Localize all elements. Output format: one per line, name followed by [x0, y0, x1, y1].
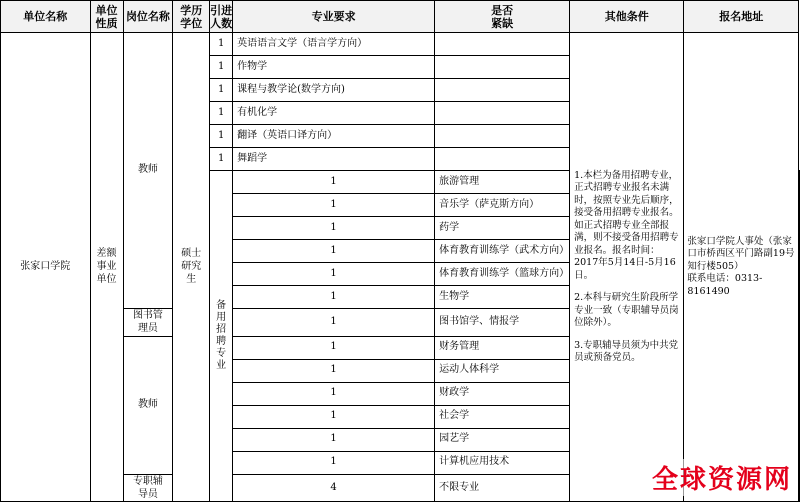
shortage-cell: [799, 309, 800, 337]
header-shortage: 是否紧缺: [435, 1, 570, 33]
condition-item-3: 3.专职辅导员须为中共党员或预备党员。: [574, 339, 679, 363]
major-cell: 图书馆学、情报学: [435, 309, 570, 337]
major-cell: 有机化学: [233, 102, 435, 125]
major-cell: 舞蹈学: [233, 148, 435, 171]
count-cell: 1: [233, 171, 435, 194]
shortage-cell: [799, 240, 800, 263]
major-cell: 体育教育训练学（篮球方向）: [435, 263, 570, 286]
shortage-cell: [799, 451, 800, 474]
count-cell: 1: [233, 286, 435, 309]
count-cell: 1: [210, 148, 233, 171]
shortage-cell: [799, 474, 800, 502]
major-cell: 运动人体科学: [435, 359, 570, 382]
shortage-cell: [435, 56, 570, 79]
shortage-cell: [799, 217, 800, 240]
count-cell: 1: [210, 33, 233, 56]
major-cell: 作物学: [233, 56, 435, 79]
shortage-cell: [799, 359, 800, 382]
header-count: 引进人数: [210, 1, 233, 33]
shortage-cell: [799, 194, 800, 217]
position-counselor: 专职辅导员: [123, 474, 173, 502]
shortage-cell: [799, 336, 800, 359]
table-row: [1, 33, 800, 56]
count-cell: 1: [210, 56, 233, 79]
header-education: 学历学位: [173, 1, 210, 33]
unit-type-cell: 差额事业单位: [90, 33, 123, 502]
major-cell: 音乐学（萨克斯方向）: [435, 194, 570, 217]
unit-name-cell: 张家口学院: [1, 33, 91, 502]
header-other: 其他条件: [570, 1, 684, 33]
position-teacher-2: 教师: [123, 336, 173, 474]
count-cell: 1: [210, 102, 233, 125]
count-cell: 1: [210, 125, 233, 148]
shortage-cell: [799, 171, 800, 194]
major-cell: 药学: [435, 217, 570, 240]
address-cell: [684, 33, 799, 502]
address-text: 张家口学院人事处（张家口市桥西区平门路副19号知行楼505）: [687, 235, 795, 272]
backup-majors-cell: 备用招聘专业: [210, 171, 233, 502]
major-cell: 计算机应用技术: [435, 451, 570, 474]
count-cell: 1: [233, 217, 435, 240]
header-address: 报名地址: [684, 1, 799, 33]
condition-item-1: 1.本栏为备用招聘专业，正式招聘专业报名未满时，按照专业先后顺序，接受备用招聘专业报名。如正式招聘专业全部报满，则不接受备用招聘专业报名。报名时间：2017年5月14日-5月16日。: [574, 169, 679, 281]
major-cell: 不限专业: [435, 474, 570, 502]
major-cell: 财务管理: [435, 336, 570, 359]
count-cell: 4: [233, 474, 435, 502]
shortage-cell: [799, 286, 800, 309]
position-teacher-1: 教师: [123, 33, 173, 309]
shortage-cell: [799, 382, 800, 405]
major-cell: 体育教育训练学（武术方向）: [435, 240, 570, 263]
major-cell: 生物学: [435, 286, 570, 309]
major-cell: 旅游管理: [435, 171, 570, 194]
count-cell: 1: [233, 359, 435, 382]
header-unit-type: 单位性质: [90, 1, 123, 33]
header-unit-name: 单位名称: [1, 1, 91, 33]
header-row: [1, 1, 800, 33]
shortage-cell: [435, 125, 570, 148]
header-major: 专业要求: [233, 1, 435, 33]
watermark-logo: 全球资源网: [652, 459, 792, 496]
header-position: 岗位名称: [123, 1, 173, 33]
contact-phone: 联系电话：0313-8161490: [687, 273, 763, 297]
count-cell: 1: [233, 451, 435, 474]
major-cell: 翻译（英语口译方向）: [233, 125, 435, 148]
shortage-cell: [799, 263, 800, 286]
other-conditions-cell: [570, 33, 684, 502]
shortage-cell: [435, 33, 570, 56]
count-cell: 1: [233, 240, 435, 263]
major-cell: 英语语言文学（语言学方向）: [233, 33, 435, 56]
major-cell: 课程与教学论(数学方向): [233, 79, 435, 102]
position-librarian: 图书管理员: [123, 309, 173, 337]
major-cell: 社会学: [435, 405, 570, 428]
shortage-cell: [799, 405, 800, 428]
condition-item-2: 2.本科与研究生阶段所学专业一致（专职辅导员岗位除外）。: [574, 292, 679, 328]
education-cell: 硕士研究生: [173, 33, 210, 502]
count-cell: 1: [233, 405, 435, 428]
count-cell: 1: [233, 263, 435, 286]
shortage-cell: [435, 79, 570, 102]
count-cell: 1: [233, 428, 435, 451]
shortage-cell: [799, 428, 800, 451]
count-cell: 1: [233, 309, 435, 337]
count-cell: 1: [210, 79, 233, 102]
shortage-cell: [435, 148, 570, 171]
count-cell: 1: [233, 194, 435, 217]
count-cell: 1: [233, 382, 435, 405]
major-cell: 园艺学: [435, 428, 570, 451]
count-cell: 1: [233, 336, 435, 359]
shortage-cell: [435, 102, 570, 125]
major-cell: 财政学: [435, 382, 570, 405]
